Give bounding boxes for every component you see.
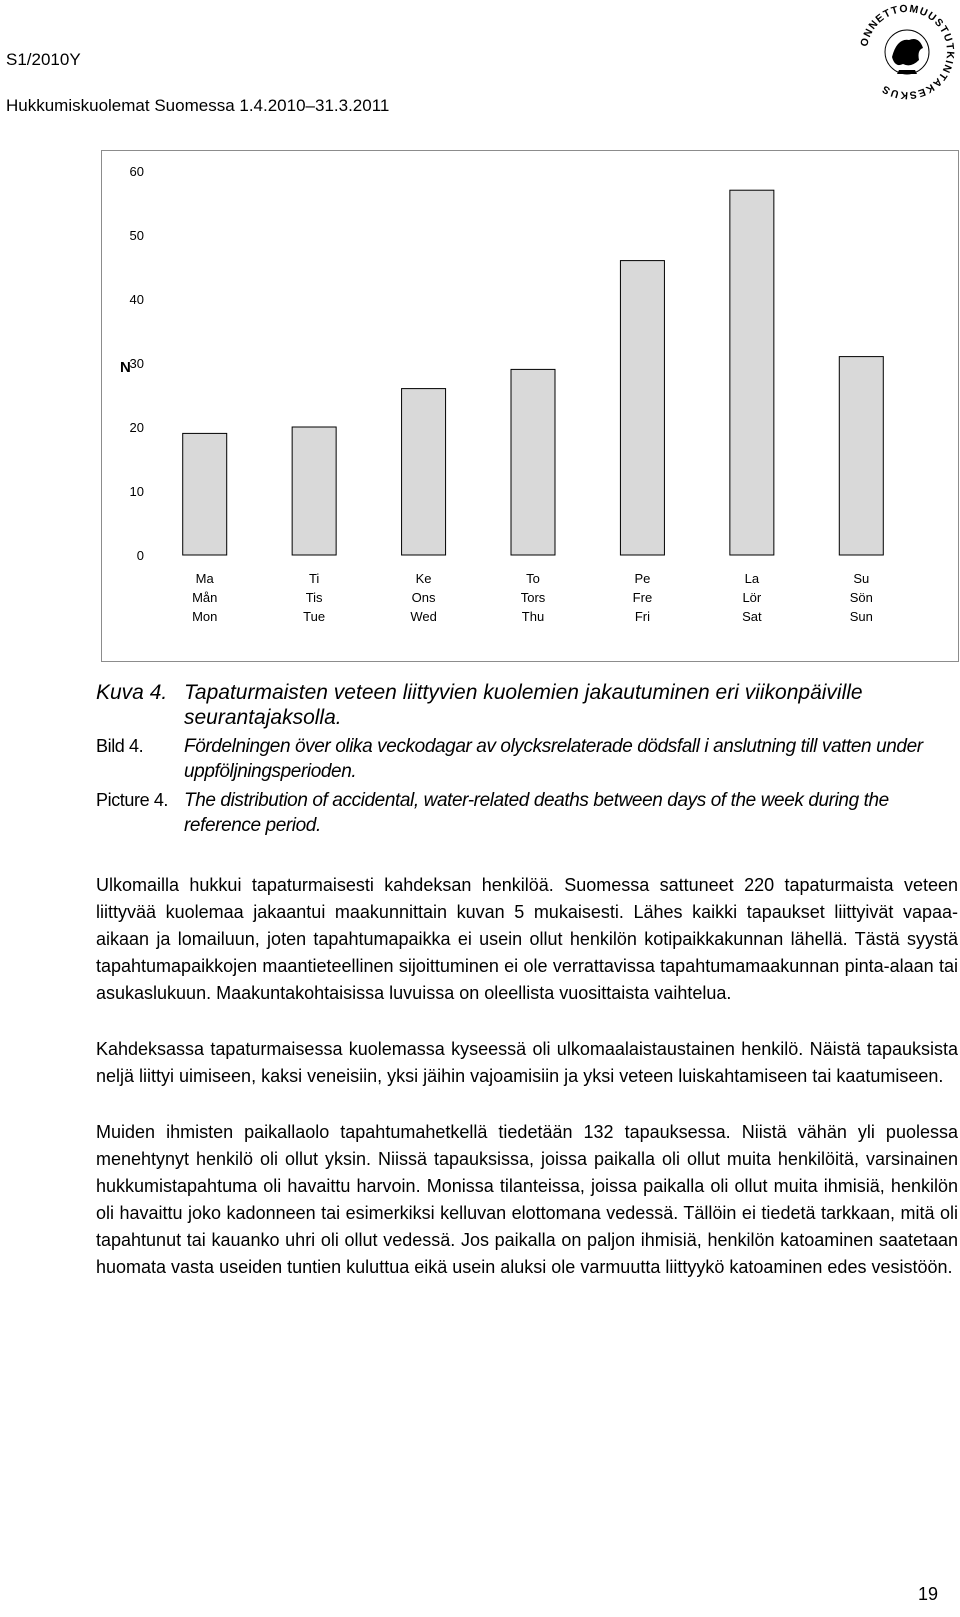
paragraph: Ulkomailla hukkui tapaturmaisesti kahdeksan henkilöä. Suomessa sattuneet 220 tapaturmaista veteen liittyvää kuolemaa jakaantui maakunnittain kuvan 5 mukaisesti. Lähes kaikki tapaukset liittyivät vapaa-aikaan ja lomailuun, joten tapahtumapaikka ei usein ollut henkilön kotipaikkakunnan lähellä. Tästä syystä tapahtumapaikkojen maantieteellinen sijoittuminen ei ole verrattavissa tapahtumamaakunnan pinta-alaan tai asukaslukuun. Maakuntakohtaisissa luvuissa on oleellista vuosittaista vaihtelua. xyxy=(96,875,958,1003)
paragraph: Muiden ihmisten paikallaolo tapahtumahetkellä tiedetään 132 tapauksessa. Niistä vähän yli puolessa menehtynyt henkilö oli ollut yksin. Niissä tapauksissa, joissa paikalla oli ollut muita henkilöitä, varsinainen hukkumistapahtuma oli havaittu harvoin. Monissa tilanteissa, joissa paikalla oli ollut muita ihmisiä, henkilön oli havaittu joko kadonneen tai esimerkiksi kelluvan elottomana vedessä. Tällöin ei tiedetä tarkkaan, mitä oli tapahtunut tai kauanko uhri oli ollut vedessä. Jos paikalla on paljon ihmisiä, henkilön katoaminen saatetaan huomata vasta useiden tuntien kuluttua eikä usein aluksi ole varmuutta liittyykö katoaminen edes vesistöön. xyxy=(96,1122,958,1277)
x-tick-label: Ma xyxy=(195,571,214,586)
paragraph: Kahdeksassa tapaturmaisessa kuolemassa kyseessä oli ulkomaalaistaustainen henkilö. Näistä tapauksista neljä liittyi uimiseen, kaksi veneisiin, yksi jäihin vajoamisiin ja yksi veteen luiskahtamiseen tai kaatumiseen. xyxy=(96,1039,958,1086)
caption-text: The distribution of accidental, water-related deaths between days of the week during the reference period. xyxy=(184,790,889,836)
figure-captions xyxy=(96,680,958,842)
x-tick-label: Tue xyxy=(303,609,326,624)
x-tick-label: Thu xyxy=(521,609,545,624)
body-text xyxy=(96,872,958,1310)
bar-chart-frame xyxy=(101,150,959,662)
caption-label: Bild 4. xyxy=(96,736,144,756)
x-tick-label: Pe xyxy=(634,571,651,586)
bar xyxy=(839,357,883,555)
bar-chart xyxy=(102,151,960,663)
bar xyxy=(730,190,774,555)
x-tick-label: Mån xyxy=(192,590,218,605)
x-tick-label: Sun xyxy=(849,609,873,624)
x-tick-label: Ti xyxy=(308,571,320,586)
bar xyxy=(402,389,446,555)
caption-label: Picture 4. xyxy=(96,790,169,810)
x-tick-label: To xyxy=(526,571,540,586)
y-axis-label: N xyxy=(120,359,131,376)
x-tick-label: Tis xyxy=(305,590,323,605)
bar xyxy=(292,427,336,555)
x-tick-label: Sön xyxy=(849,590,873,605)
y-tick-label: 0 xyxy=(136,548,144,563)
y-tick-label: 40 xyxy=(129,292,144,307)
y-tick-label: 10 xyxy=(129,484,144,499)
logo-text: ONNETTOMUUSTUTKINTAKESKUS xyxy=(858,2,957,102)
x-tick-label: Lör xyxy=(742,590,762,605)
x-tick-label: Su xyxy=(853,571,870,586)
caption-text: Fördelningen över olika veckodagar av olycksrelaterade dödsfall i anslutning till vatten under uppföljningsperioden. xyxy=(184,736,923,782)
x-tick-label: Ke xyxy=(415,571,432,586)
document-title: Hukkumiskuolemat Suomessa 1.4.2010–31.3.2011 xyxy=(6,96,390,115)
page-number: 19 xyxy=(918,1584,939,1604)
bar xyxy=(511,369,555,555)
caption-en xyxy=(96,788,958,838)
y-tick-label: 20 xyxy=(129,420,144,435)
document-code: S1/2010Y xyxy=(6,50,81,69)
bar xyxy=(620,261,664,555)
caption-label: Kuva 4. xyxy=(96,681,168,704)
caption-sv xyxy=(96,734,958,784)
bar xyxy=(183,433,227,555)
x-tick-label: Sat xyxy=(742,609,762,624)
y-tick-label: 50 xyxy=(129,228,144,243)
x-tick-label: Tors xyxy=(520,590,546,605)
y-tick-label: 60 xyxy=(129,164,144,179)
x-tick-label: Ons xyxy=(411,590,436,605)
x-tick-label: La xyxy=(744,571,760,586)
x-tick-label: Wed xyxy=(410,609,437,624)
y-tick-label: 30 xyxy=(129,356,144,371)
x-tick-label: Mon xyxy=(192,609,218,624)
agency-logo xyxy=(857,2,957,102)
caption-fi xyxy=(96,680,958,730)
x-tick-label: Fri xyxy=(634,609,651,624)
x-tick-label: Fre xyxy=(632,590,653,605)
caption-text: Tapaturmaisten veteen liittyvien kuolemien jakautuminen eri viikonpäiville seurantajaksolla. xyxy=(184,681,863,729)
